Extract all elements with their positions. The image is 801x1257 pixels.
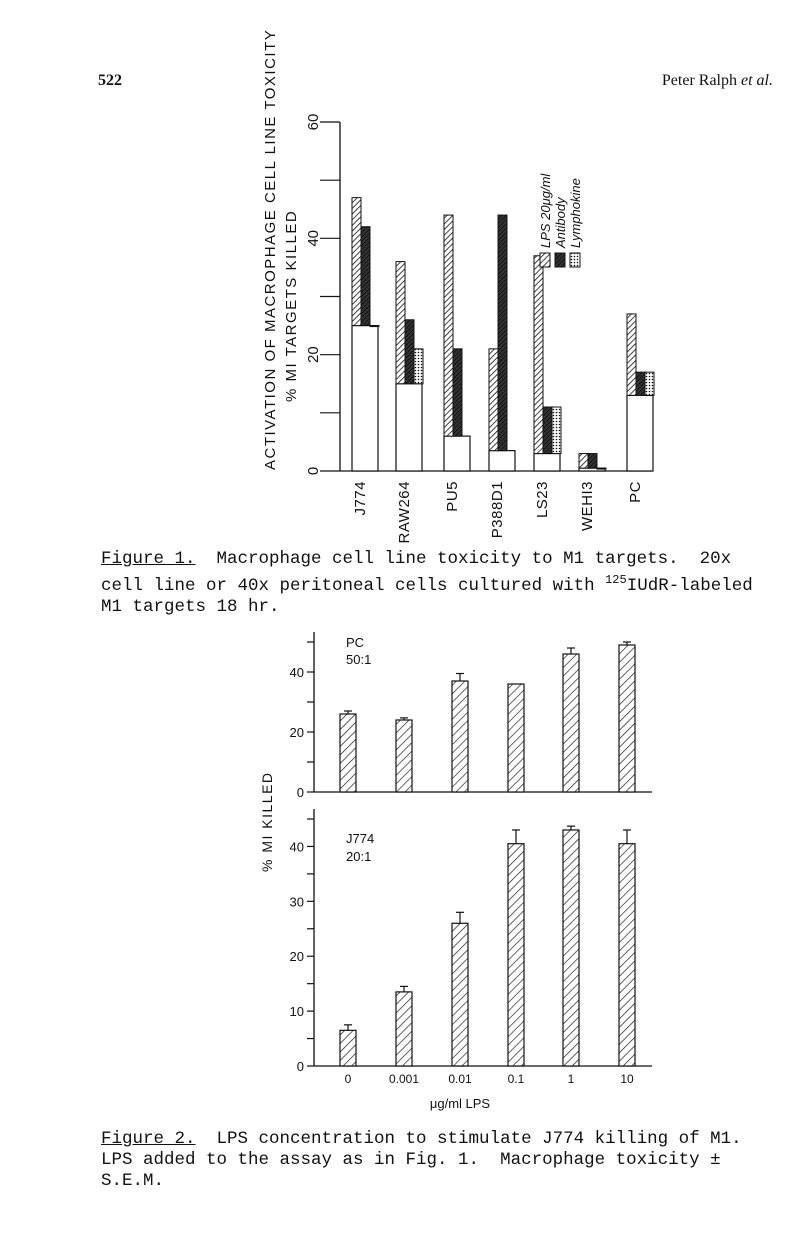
- fig1-category-label: RAW264: [396, 481, 413, 544]
- fig1-ylabel-1: ACTIVATION OF MACROPHAGE CELL LINE TOXICITY: [262, 28, 279, 470]
- figure2-caption-label: Figure 2.: [101, 1129, 196, 1149]
- fig2-x-tick-label: 10: [620, 1072, 634, 1086]
- fig1-category-label: PC: [627, 481, 644, 503]
- fig2-bar: [452, 923, 468, 1066]
- fig2-y-tick-label: 40: [289, 665, 304, 680]
- fig2-x-tick-label: 0: [344, 1072, 352, 1086]
- fig2-panel-label-bottom: J774: [346, 831, 375, 846]
- fig2-bar: [619, 645, 635, 792]
- figure1-caption-sup: 125: [605, 573, 627, 587]
- fig2-bar: [340, 1030, 356, 1066]
- fig2-xlabel: μg/ml LPS: [429, 1096, 491, 1111]
- fig2-y-tick-label: 0: [296, 785, 304, 800]
- fig2-x-tick-label: 0.01: [448, 1072, 472, 1086]
- fig1-category-label: WEHI3: [579, 481, 596, 532]
- fig2-y-tick-label: 10: [289, 1004, 304, 1020]
- fig2-x-tick-label: 0.1: [507, 1072, 525, 1086]
- figure1-caption-label: Figure 1.: [101, 549, 196, 569]
- fig2-y-tick-label: 20: [289, 725, 304, 740]
- fig1-category-label: PU5: [444, 481, 461, 512]
- fig1-ylabel-2: % MI TARGETS KILLED: [283, 209, 300, 402]
- fig2-panel-ratio-bottom: 20:1: [346, 849, 372, 864]
- fig2-bar: [396, 992, 412, 1066]
- page-number: 522: [98, 72, 122, 89]
- fig2-panel-ratio-top: 50:1: [346, 652, 372, 667]
- fig2-y-tick-label: 30: [289, 894, 304, 910]
- fig2-x-tick-label: 0.001: [388, 1072, 420, 1086]
- fig2-panel-label-top: PC: [346, 635, 365, 650]
- fig1-legend-label: Antibody: [553, 197, 568, 248]
- fig2-bar: [619, 844, 635, 1066]
- fig2-bar: [340, 714, 356, 792]
- fig1-y-tick-label: 40: [305, 229, 322, 247]
- figure1-caption-tail: IUdR-labeled M1 targets 18 hr.: [101, 575, 764, 617]
- fig1-category-label: LS23: [534, 481, 551, 519]
- figure2-caption: [101, 1129, 761, 1192]
- fig2-bar: [508, 844, 524, 1066]
- figure2-caption-text: LPS concentration to stimulate J774 killing of M1. LPS added to the assay as in Fig. 1. Macrophage toxicity ± S.E.M.: [101, 1129, 763, 1191]
- fig1-y-tick-label: 20: [305, 346, 322, 364]
- fig2-y-tick-label: 40: [289, 839, 304, 855]
- fig1-y-tick-label: 0: [305, 466, 322, 476]
- fig2-bar: [508, 684, 524, 792]
- fig2-bar: [563, 830, 579, 1066]
- fig2-ylabel: % MI KILLED: [259, 771, 275, 872]
- fig1-category-label: P388D1: [489, 481, 506, 539]
- fig1-legend-label: Lymphokine: [568, 178, 583, 248]
- fig1-y-tick-label: 60: [305, 113, 322, 131]
- fig2-y-tick-label: 0: [296, 1059, 304, 1074]
- fig2-bar: [452, 681, 468, 792]
- figure1-caption-text: Macrophage cell line toxicity to M1 targets. 20x cell line or 40x peritoneal cells cultured with: [101, 549, 742, 596]
- author-suffix: et al.: [741, 72, 773, 89]
- fig2-x-tick-label: 1: [567, 1072, 575, 1086]
- fig2-y-tick-label: 20: [289, 949, 304, 965]
- fig2-bar: [563, 654, 579, 792]
- fig1-legend-label: LPS 20μg/ml: [538, 173, 553, 248]
- fig1-category-label: J774: [352, 481, 369, 516]
- fig2-bar: [396, 720, 412, 792]
- author-name: Peter Ralph: [661, 72, 737, 89]
